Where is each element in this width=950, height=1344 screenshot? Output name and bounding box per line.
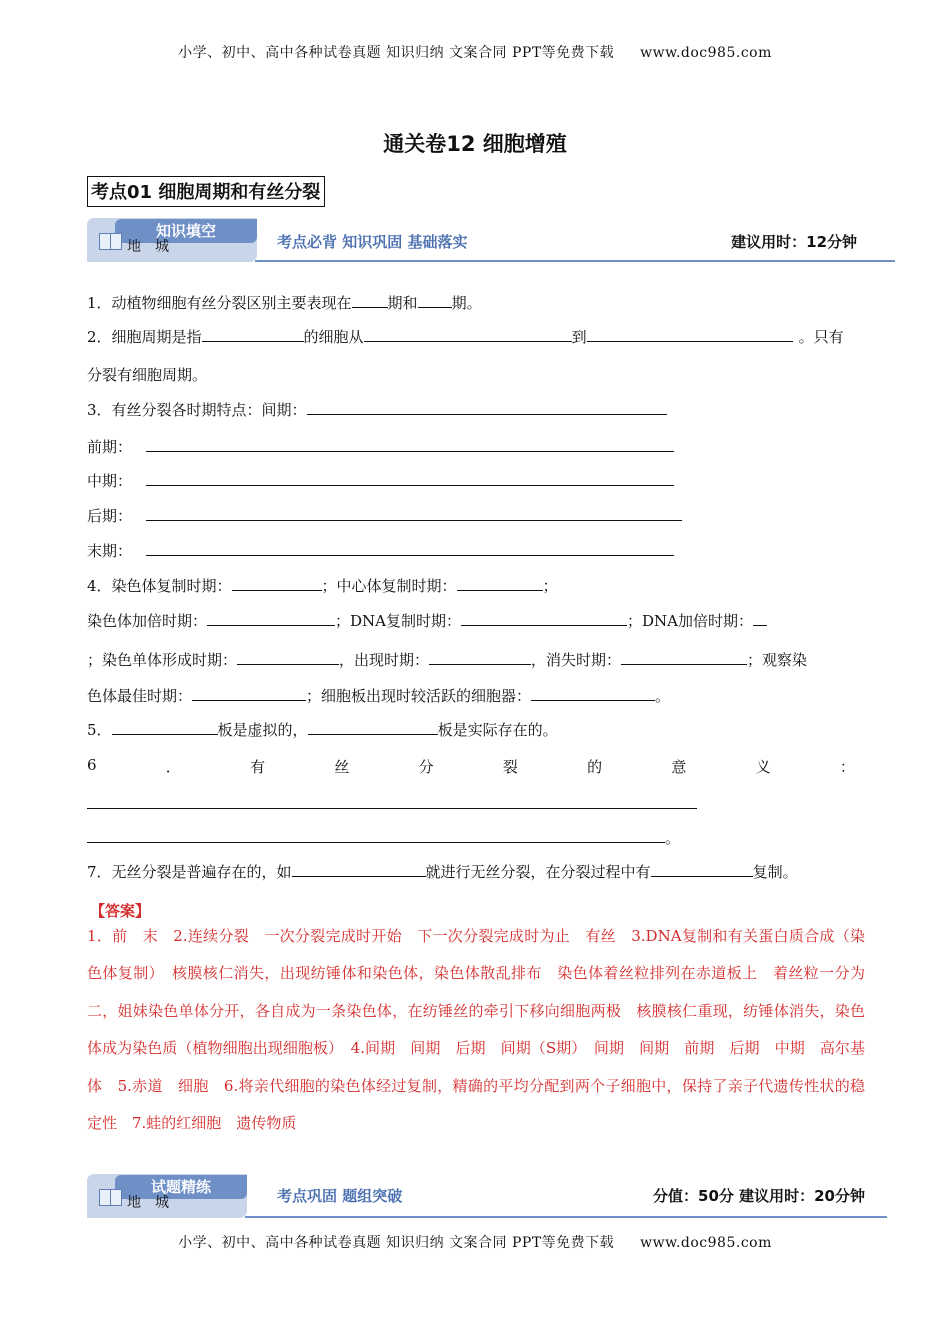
q1-text-c: 期。 — [451, 294, 482, 312]
q1-text-b: 期和 — [387, 294, 418, 312]
q1-text-a: 1．动植物细胞有丝分裂区别主要表现在 — [87, 294, 352, 312]
banner-rule — [255, 260, 895, 262]
q4-text-a: 4．染色体复制时期： — [87, 577, 232, 595]
q4-text-j: ；观察染 — [747, 651, 808, 669]
question-3 — [87, 400, 667, 420]
q6-char: 有 — [250, 758, 266, 776]
question-4-line2 — [87, 611, 767, 631]
q3-label-metaphase: 中期： — [87, 472, 133, 490]
q4-blank-3[interactable] — [207, 611, 335, 626]
banner-rule — [245, 1216, 887, 1218]
q6-char: 6 — [87, 756, 97, 774]
banner-tab — [87, 1174, 247, 1218]
q4-blank-7[interactable] — [429, 650, 531, 665]
q3-blank-prophase[interactable] — [146, 437, 674, 452]
q6-text-end: 。 — [665, 829, 681, 847]
q3-telophase — [87, 541, 674, 561]
q3-blank-telophase[interactable] — [146, 541, 674, 556]
q6-char: 的 — [587, 758, 603, 776]
q4-text-k: 色体最佳时期： — [87, 687, 193, 705]
q2-text-b: 的细胞从 — [303, 328, 364, 346]
page-title: 通关卷12 细胞增殖 — [383, 132, 567, 156]
q6-char: ． — [165, 758, 181, 776]
q4-text-b: ；中心体复制时期： — [321, 577, 457, 595]
q5-blank-1[interactable] — [112, 720, 218, 735]
q6-char: 裂 — [502, 758, 518, 776]
q4-text-e: ；DNA复制时期： — [335, 612, 462, 630]
q2-blank-3[interactable] — [587, 327, 793, 342]
q6-blank-2[interactable] — [87, 828, 665, 843]
q3-label-anaphase: 后期： — [87, 507, 133, 525]
question-4-line4 — [87, 686, 670, 706]
q2-text-a: 2．细胞周期是指 — [87, 328, 202, 346]
q5-text-a: 5． — [87, 721, 112, 739]
q2-text-c: 到 — [571, 328, 587, 346]
q4-text-h: ，出现时期： — [339, 651, 430, 669]
q6-char: 意 — [671, 758, 687, 776]
banner-slogan: 考点必背 知识巩固 基础落实 — [277, 233, 468, 251]
q5-text-c: 板是实际存在的。 — [437, 721, 558, 739]
q4-text-m: 。 — [655, 687, 671, 705]
question-2-cont: 分裂有细胞周期。 — [87, 366, 208, 384]
q7-text-b: 就进行无丝分裂，在分裂过程中有 — [425, 863, 651, 881]
question-5 — [87, 720, 558, 740]
q4-blank-1[interactable] — [232, 576, 322, 591]
q4-blank-10[interactable] — [531, 686, 655, 701]
q7-blank-2[interactable] — [651, 862, 753, 877]
q7-blank-1[interactable] — [292, 862, 426, 877]
page-header — [0, 42, 950, 62]
q4-blank-6[interactable] — [237, 650, 339, 665]
q4-blank-2[interactable] — [457, 576, 543, 591]
section-banner-exercises — [87, 1174, 887, 1220]
footer-text: 小学、初中、高中各种试卷真题 知识归纳 文案合同 PPT等免费下载 — [178, 1235, 615, 1251]
banner-time: 建议用时：12分钟 — [731, 233, 857, 251]
q7-text-a: 7．无丝分裂是普遍存在的，如 — [87, 863, 292, 881]
question-1 — [87, 293, 482, 313]
q3-label-telophase: 末期： — [87, 542, 133, 560]
q6-char: 义 — [755, 758, 771, 776]
banner-time: 分值：50分 建议用时：20分钟 — [653, 1187, 865, 1205]
answer-text: 1．前 末 2.连续分裂 一次分裂完成时开始 下一次分裂完成时为止 有丝 3.DNA复制和有关蛋白质合成（染色体复制） 核膜核仁消失，出现纺锤体和染色体，染色体散乱排布 染色体着丝粒排列在赤道板上 着丝粒一分为二，姐妹染色单体分开，各自成为一条染色体，在纺锤丝的牵引下移向细胞两极 核膜核仁重现，纺锤体消失，染色体成为染色质（植物细胞出现细胞板） 4.间期 间期 后期 间期（S期） 间期 间期 前期 后期 中期 高尔基体 5.赤道 细胞 6.将亲代细胞的染色体经过复制，精确的平均分配到两个子细胞中，保持了亲子代遗传性状的稳定性 7.蛙的红细胞 遗传物质 — [87, 927, 865, 1133]
banner-tab — [87, 218, 257, 262]
question-7 — [87, 862, 798, 882]
q1-blank-1[interactable] — [352, 293, 388, 308]
banner-slogan: 考点巩固 题组突破 — [277, 1187, 403, 1205]
section-heading: 考点01 细胞周期和有丝分裂 — [87, 176, 325, 207]
q4-text-d: 染色体加倍时期： — [87, 612, 208, 630]
q4-blank-8[interactable] — [621, 650, 747, 665]
q3-blank-anaphase[interactable] — [146, 506, 682, 521]
q6-line2 — [87, 828, 680, 848]
q3-metaphase — [87, 471, 674, 491]
q1-blank-2[interactable] — [418, 293, 452, 308]
question-2 — [87, 327, 844, 347]
q3-label-prophase: 前期： — [87, 438, 133, 456]
footer-url[interactable]: www.doc985.com — [640, 1235, 772, 1251]
q3-anaphase — [87, 506, 682, 526]
page-footer — [0, 1232, 950, 1252]
book-icon — [99, 233, 123, 250]
q4-blank-9[interactable] — [192, 686, 306, 701]
q2-text-d: 。只有 — [798, 328, 844, 346]
book-icon — [99, 1189, 123, 1206]
section-banner-knowledge — [87, 218, 895, 264]
q7-text-c: 复制。 — [752, 863, 798, 881]
q4-text-c: ； — [542, 577, 558, 595]
q4-text-l: ；细胞板出现时较活跃的细胞器： — [306, 687, 532, 705]
question-4 — [87, 576, 558, 596]
q2-blank-1[interactable] — [202, 327, 304, 342]
q4-blank-5[interactable] — [753, 611, 767, 626]
question-4-line3 — [87, 650, 807, 670]
question-6 — [87, 756, 855, 777]
q5-text-b: 板是虚拟的， — [217, 721, 308, 739]
banner-tab-label: 知识填空 — [115, 219, 257, 243]
q4-text-i: ，消失时期： — [531, 651, 622, 669]
q4-text-f: ；DNA加倍时期： — [627, 612, 754, 630]
q6-char: 丝 — [334, 758, 350, 776]
header-text: 小学、初中、高中各种试卷真题 知识归纳 文案合同 PPT等免费下载 — [178, 45, 615, 61]
q6-char: 分 — [418, 758, 434, 776]
q4-blank-4[interactable] — [461, 611, 627, 626]
answer-label: 【答案】 — [90, 902, 151, 920]
q3-text-a: 3．有丝分裂各时期特点：间期： — [87, 401, 307, 419]
banner-tab-sub: 地城 — [127, 239, 183, 255]
q6-blank-1[interactable] — [87, 808, 697, 809]
q2-blank-2[interactable] — [364, 327, 572, 342]
q3-blank-metaphase[interactable] — [146, 471, 674, 486]
banner-tab-label: 试题精练 — [115, 1175, 247, 1199]
q3-blank-interphase[interactable] — [307, 400, 667, 415]
q6-char: ： — [839, 758, 855, 776]
banner-tab-sub: 地城 — [127, 1195, 183, 1211]
q3-prophase — [87, 437, 674, 457]
q4-text-g: ；染色单体形成时期： — [87, 651, 238, 669]
header-url[interactable]: www.doc985.com — [640, 45, 772, 61]
q5-blank-2[interactable] — [308, 720, 438, 735]
